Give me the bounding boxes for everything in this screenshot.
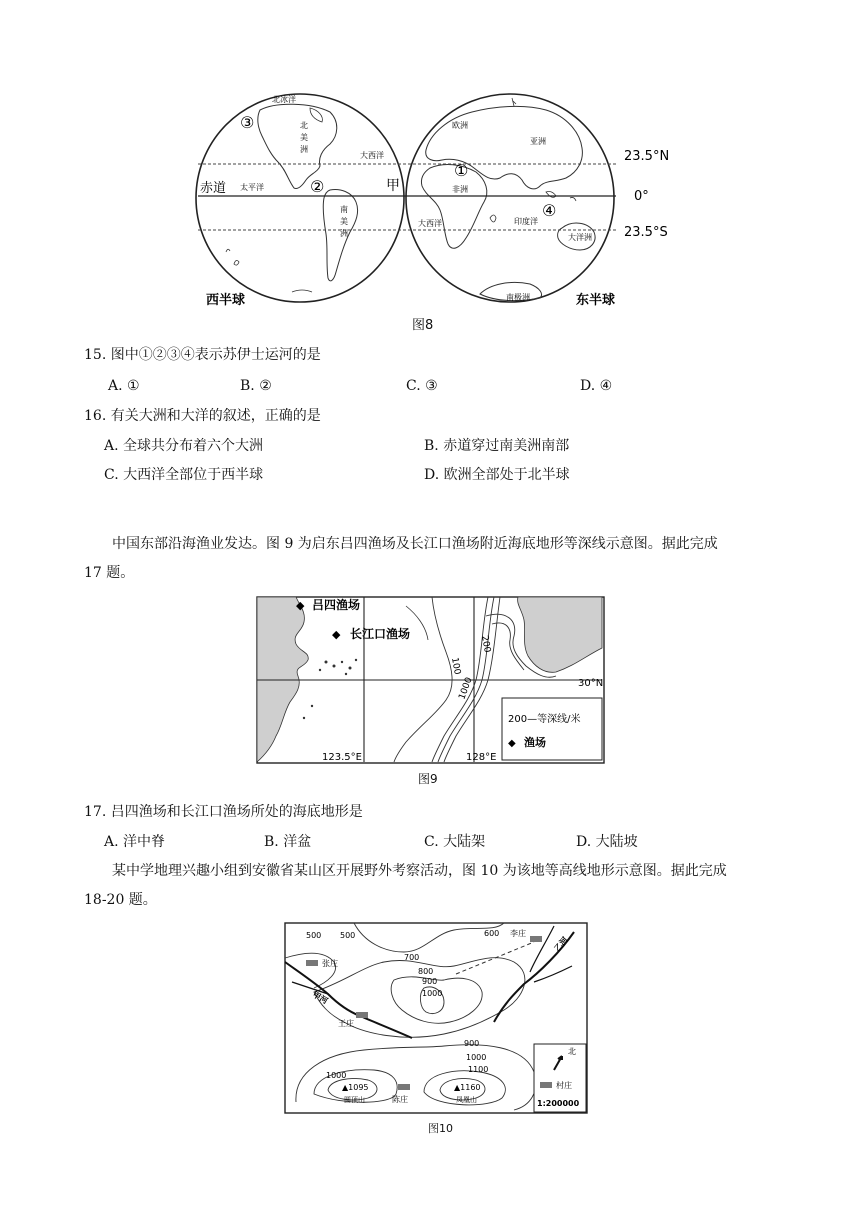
europe-label: 欧洲: [452, 121, 468, 130]
eastern-hemisphere: [406, 94, 614, 302]
fishery-marker-1: ◆: [296, 599, 305, 612]
wangzhuang-label: 王庄: [338, 1019, 354, 1028]
figure-9-bathymetry-map: [256, 596, 606, 766]
africa-label: 非洲: [452, 185, 468, 194]
elev-1000c: 1000: [326, 1071, 347, 1080]
elev-1000b: 1000: [466, 1053, 487, 1062]
indian-ocean-label: 印度洋: [514, 217, 538, 226]
elev-600: 600: [484, 929, 500, 938]
q16-option-d[interactable]: D. 欧洲全部处于北半球: [424, 467, 570, 483]
lvsi-label: 吕四渔场: [312, 598, 361, 612]
figure-10-contour-map: [284, 922, 588, 1116]
equator-label: 赤道: [200, 181, 227, 196]
q16-option-a[interactable]: A. 全球共分布着六个大洲: [104, 438, 264, 454]
legend-contour-text: 200—等深线/米: [508, 714, 581, 725]
q15-option-a[interactable]: A. ①: [108, 378, 140, 394]
marker-1: ①: [454, 161, 469, 180]
chenzhuang-label: 陈庄: [392, 1095, 408, 1104]
pacific-label: 太平洋: [240, 183, 264, 192]
elev-500b: 500: [340, 931, 356, 940]
oceania-label: 大洋洲: [568, 233, 592, 242]
sa-label-2: 美: [340, 217, 348, 226]
village-wangzhuang: [356, 1012, 368, 1018]
north-america-shape: [258, 104, 337, 188]
scale-label: 1:200000: [537, 1099, 580, 1108]
na-label-1: 北: [300, 121, 308, 130]
peak-1160-name: 凤凰山: [456, 1096, 477, 1104]
sa-label-1: 南: [340, 205, 348, 214]
peak-1095: ▲1095: [342, 1083, 369, 1092]
elev-800: 800: [418, 967, 434, 976]
q17-option-a[interactable]: A. 洋中脊: [104, 834, 166, 850]
legend-village-icon: [540, 1082, 552, 1088]
q17-option-d[interactable]: D. 大陆坡: [576, 834, 638, 850]
depth-100-label: 100: [449, 656, 462, 676]
depth-1000-label: 1000: [457, 676, 475, 702]
north-label: 北: [568, 1047, 576, 1056]
atlantic-west-label: 大西洋: [360, 151, 384, 160]
figure-8-world-hemispheres: [190, 88, 710, 318]
west-hemisphere-label: 西半球: [206, 293, 246, 308]
village-zhangzhuang: [306, 960, 318, 966]
lat-south-label: 23.5°S: [624, 225, 668, 240]
intro-18-line-2: 18-20 题。: [84, 892, 157, 908]
elev-1000a: 1000: [422, 989, 443, 998]
atlantic-east-label: 大西洋: [418, 219, 442, 228]
figure-8-caption: 图8: [412, 318, 434, 333]
depth-200-label: 200: [479, 634, 492, 654]
figure-9-caption: 图9: [418, 772, 438, 786]
village-lizhuang: [530, 936, 542, 942]
asia-label: 亚洲: [530, 137, 546, 146]
marker-2: ②: [310, 177, 325, 196]
village-chenzhuang: [398, 1084, 410, 1090]
na-label-3: 洲: [300, 145, 308, 154]
q16-option-c[interactable]: C. 大西洋全部位于西半球: [104, 467, 264, 483]
marker-4: ④: [542, 201, 557, 220]
arctic-ocean-label: 北冰洋: [272, 95, 296, 104]
q16-option-b[interactable]: B. 赤道穿过南美洲南部: [424, 438, 570, 454]
intro-18-line-1: 某中学地理兴趣小组到安徽省某山区开展野外考察活动，图 10 为该地等高线地形示意图。据此完成: [112, 863, 727, 879]
q17-option-c[interactable]: C. 大陆架: [424, 834, 486, 850]
jiahe-label: 甲河: [311, 989, 330, 1006]
intro-17-line-2: 17 题。: [84, 565, 135, 581]
legend-fishery-marker: ◆: [508, 738, 516, 749]
east-hemisphere-label: 东半球: [576, 293, 616, 308]
lizhuang-label: 李庄: [510, 929, 526, 938]
q17-option-b[interactable]: B. 洋盆: [264, 834, 312, 850]
intro-17-line-1: 中国东部沿海渔业发达。图 9 为启东吕四渔场及长江口渔场附近海底地形等深线示意图。据此完成: [112, 536, 718, 552]
legend-village-text: 村庄: [556, 1081, 572, 1090]
jia-label: 甲: [386, 178, 400, 194]
marker-3: ③: [240, 113, 255, 132]
fishery-marker-2: ◆: [332, 628, 341, 641]
question-16-stem: 16. 有关大洲和大洋的叙述，正确的是: [84, 408, 321, 424]
elev-900a: 900: [422, 977, 438, 986]
elev-900b: 900: [464, 1039, 480, 1048]
q15-option-d[interactable]: D. ④: [580, 378, 613, 394]
figure-9-legend: [502, 698, 602, 760]
q15-option-c[interactable]: C. ③: [406, 378, 438, 394]
elev-500a: 500: [306, 931, 322, 940]
na-label-2: 美: [300, 133, 308, 142]
eurasia-shape: [426, 106, 583, 189]
yihe-label: 乙河: [552, 935, 570, 954]
figure-10-caption: 图10: [428, 1122, 453, 1135]
lat-30n-label: 30°N: [578, 678, 604, 689]
question-17-stem: 17. 吕四渔场和长江口渔场所处的海底地形是: [84, 804, 363, 820]
legend-fishery-text: 渔场: [524, 736, 546, 749]
zhangzhuang-label: 张庄: [322, 959, 338, 968]
question-15-stem: 15. 图中①②③④表示苏伊士运河的是: [84, 347, 321, 363]
lon-128e-label: 128°E: [466, 752, 497, 763]
lon-1235e-label: 123.5°E: [322, 752, 362, 763]
changjiang-label: 长江口渔场: [350, 627, 411, 641]
lat-north-label: 23.5°N: [624, 149, 670, 164]
antarctica-label: 南极洲: [506, 293, 530, 302]
lat-zero-label: 0°: [634, 189, 649, 204]
elev-1100: 1100: [468, 1065, 489, 1074]
peak-1160: ▲1160: [454, 1083, 481, 1092]
elev-700: 700: [404, 953, 420, 962]
sa-label-3: 洲: [340, 229, 348, 238]
peak-1095-name: 圆顶山: [344, 1096, 365, 1104]
q15-option-b[interactable]: B. ②: [240, 378, 272, 394]
